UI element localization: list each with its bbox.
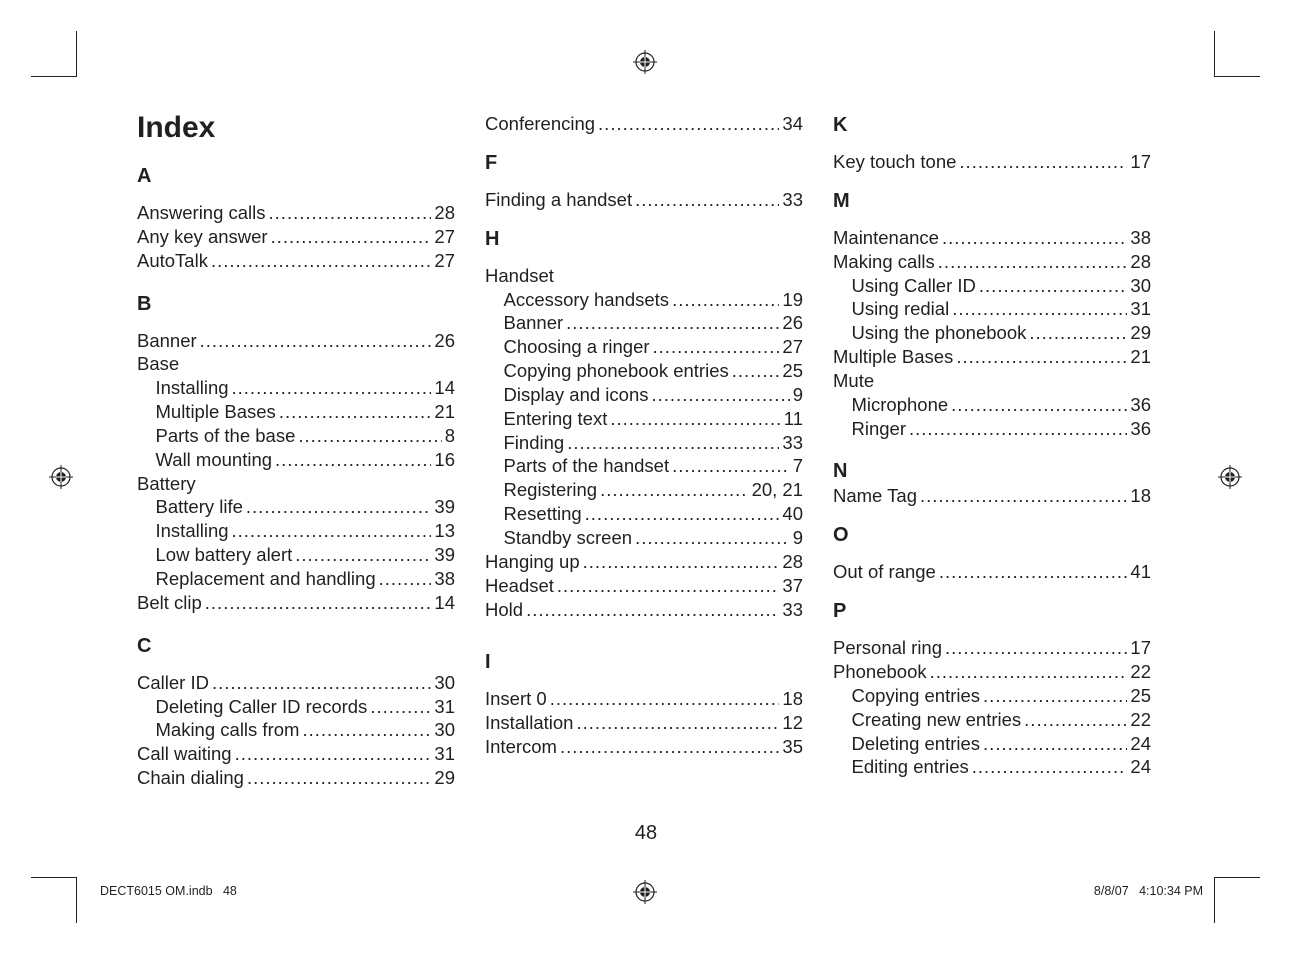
index-entry	[137, 201, 455, 225]
dot-leader	[567, 431, 779, 455]
dot-leader	[951, 393, 1127, 417]
index-section-h	[485, 226, 803, 622]
dot-leader	[585, 502, 780, 526]
dot-leader	[732, 359, 780, 383]
entry-page: 24	[1130, 756, 1151, 778]
entry-page: 36	[1130, 417, 1151, 439]
entry-page: 27	[434, 225, 455, 247]
entry-label: Creating new entries	[851, 708, 1022, 730]
dot-leader	[600, 478, 748, 502]
index-subentry	[137, 567, 455, 591]
index-subentry	[833, 393, 1151, 417]
index-entry	[485, 598, 803, 622]
entry-label: Base	[137, 353, 180, 375]
section-letter: K	[833, 114, 848, 136]
entry-label: Battery life	[155, 496, 243, 518]
index-subentry	[485, 383, 803, 407]
entry-label: Finding a handset	[485, 188, 633, 210]
entry-page: 28	[434, 202, 455, 223]
dot-leader	[232, 519, 432, 543]
entry-label: Registering	[503, 479, 598, 501]
index-subentry	[833, 321, 1151, 345]
dot-leader	[909, 417, 1127, 441]
index-subentry	[137, 376, 455, 400]
dot-leader	[610, 407, 780, 431]
dot-leader	[370, 695, 431, 719]
entry-label: Using the phonebook	[851, 322, 1027, 344]
entry-label: Any key answer	[137, 225, 268, 247]
entry-page: 25	[782, 360, 803, 382]
entry-page: 12	[782, 712, 803, 734]
crop-mark	[31, 76, 77, 77]
dot-leader	[956, 345, 1127, 369]
index-heading	[137, 352, 455, 376]
index-entry	[137, 249, 455, 273]
entry-label: Making calls from	[155, 719, 300, 741]
entry-page: 33	[782, 431, 803, 453]
entry-page: 14	[434, 377, 455, 399]
entry-page: 21	[1130, 346, 1151, 368]
crop-mark	[1214, 877, 1215, 923]
entry-page: 33	[782, 598, 803, 620]
dot-leader	[583, 550, 780, 574]
index-entry	[833, 250, 1151, 274]
entry-page: 26	[782, 312, 803, 334]
entry-page: 22	[1130, 708, 1151, 730]
entry-page: 7	[792, 455, 803, 477]
entry-label: Phonebook	[833, 660, 927, 682]
entry-label: Conferencing	[485, 113, 596, 134]
index-subentry	[137, 695, 455, 719]
entry-label: AutoTalk	[137, 249, 208, 271]
entry-label: Copying phonebook entries	[503, 360, 729, 382]
entry-label: Deleting Caller ID records	[155, 695, 368, 717]
entry-page: 14	[434, 591, 455, 613]
entry-label: Low battery alert	[155, 544, 293, 566]
entry-label: Accessory handsets	[503, 288, 670, 310]
section-letter: P	[833, 600, 847, 623]
entry-page: 17	[1130, 637, 1151, 659]
crop-mark	[1214, 76, 1260, 77]
index-section-c-continued	[485, 112, 803, 136]
dot-leader	[938, 250, 1128, 274]
entry-label: Multiple Bases	[155, 401, 276, 423]
entry-page: 31	[434, 695, 455, 717]
dot-leader	[1024, 708, 1127, 732]
section-letter: C	[137, 634, 152, 657]
index-column-3	[833, 112, 1151, 779]
dot-leader	[295, 543, 431, 567]
entry-label: Battery	[137, 472, 196, 494]
index-subentry	[137, 519, 455, 543]
dot-leader	[983, 684, 1127, 708]
index-entry	[833, 484, 1151, 508]
entry-page: 20, 21	[751, 479, 803, 501]
index-entry	[485, 188, 803, 212]
index-entry	[485, 735, 803, 759]
index-entry	[833, 660, 1151, 684]
entry-label: Choosing a ringer	[503, 336, 650, 358]
entry-label: Belt clip	[137, 591, 202, 613]
entry-label: Handset	[485, 264, 554, 286]
entry-label: Name Tag	[833, 485, 917, 507]
index-subentry	[137, 400, 455, 424]
footer-file-info: DECT6015 OM.indb 48	[100, 884, 237, 898]
index-subentry	[833, 732, 1151, 756]
dot-leader	[945, 636, 1127, 660]
dot-leader	[566, 311, 779, 335]
index-subentry	[485, 431, 803, 455]
dot-leader	[930, 660, 1128, 684]
dot-leader	[959, 150, 1127, 174]
entry-label: Display and icons	[503, 383, 649, 405]
dot-leader	[302, 718, 431, 742]
dot-leader	[279, 400, 432, 424]
dot-leader	[271, 225, 432, 249]
index-subentry	[137, 718, 455, 742]
section-letter: F	[485, 151, 498, 174]
index-section-o	[833, 522, 1151, 584]
entry-page: 16	[434, 448, 455, 470]
entry-page: 31	[434, 743, 455, 765]
index-heading	[137, 472, 455, 496]
entry-label: Insert 0	[485, 688, 547, 710]
section-letter: O	[833, 524, 849, 547]
entry-label: Call waiting	[137, 743, 232, 765]
entry-page: 25	[1130, 684, 1151, 706]
entry-label: Microphone	[851, 393, 949, 415]
section-letter: B	[137, 292, 152, 315]
entry-label: Banner	[503, 312, 564, 334]
dot-leader	[212, 671, 431, 695]
section-letter: M	[833, 189, 850, 212]
page-title: Index	[137, 111, 216, 144]
entry-label: Finding	[503, 431, 565, 453]
index-section-b	[137, 291, 455, 615]
index-entry	[137, 742, 455, 766]
entry-label: Caller ID	[137, 671, 209, 693]
entry-label: Maintenance	[833, 226, 939, 248]
index-section-p	[833, 598, 1151, 779]
dot-leader	[557, 574, 780, 598]
index-subentry	[485, 502, 803, 526]
index-entry	[833, 226, 1151, 250]
index-subentry	[833, 708, 1151, 732]
entry-page: 38	[1130, 226, 1151, 248]
entry-page: 39	[434, 496, 455, 518]
index-subentry	[137, 543, 455, 567]
index-section-a	[137, 163, 455, 273]
entry-page: 26	[434, 329, 455, 351]
footer-timestamp: 8/8/07 4:10:34 PM	[1093, 884, 1203, 898]
index-entry	[137, 225, 455, 249]
dot-leader	[652, 383, 790, 407]
crop-mark	[1214, 877, 1260, 878]
index-subentry	[833, 274, 1151, 298]
index-section-c	[137, 633, 455, 790]
entry-page: 28	[1130, 250, 1151, 272]
entry-page: 29	[434, 767, 455, 789]
index-entry	[137, 329, 455, 353]
index-subentry	[833, 684, 1151, 708]
dot-leader	[672, 454, 790, 478]
entry-page: 35	[782, 736, 803, 758]
entry-label: Making calls	[833, 250, 935, 272]
entry-label: Replacement and handling	[155, 567, 376, 589]
index-subentry	[485, 407, 803, 431]
registration-mark-icon	[632, 879, 658, 905]
entry-page: 39	[434, 544, 455, 566]
section-letter: N	[833, 460, 848, 483]
dot-leader	[298, 424, 441, 448]
dot-leader	[205, 591, 432, 615]
index-heading	[485, 264, 803, 288]
dot-leader	[972, 755, 1128, 779]
entry-page: 29	[1130, 322, 1151, 344]
entry-page: 28	[782, 550, 803, 572]
dot-leader	[246, 495, 432, 519]
entry-label: Entering text	[503, 407, 608, 429]
entry-label: Deleting entries	[851, 732, 981, 754]
dot-leader	[576, 711, 779, 735]
index-entry	[485, 687, 803, 711]
entry-label: Out of range	[833, 561, 936, 583]
index-subentry	[137, 495, 455, 519]
entry-page: 38	[434, 567, 455, 589]
index-entry	[485, 550, 803, 574]
entry-page: 36	[1130, 393, 1151, 415]
entry-label: Parts of the base	[155, 424, 296, 446]
entry-label: Copying entries	[851, 684, 981, 706]
index-entry	[485, 574, 803, 598]
index-entry	[137, 591, 455, 615]
index-entry	[833, 345, 1151, 369]
registration-mark-icon	[1217, 464, 1243, 490]
index-heading	[833, 369, 1151, 393]
entry-label: Mute	[833, 369, 875, 391]
index-entry	[137, 766, 455, 790]
entry-label: Editing entries	[851, 756, 969, 778]
entry-label: Parts of the handset	[503, 455, 670, 477]
section-letter: A	[137, 165, 152, 187]
entry-label: Standby screen	[503, 526, 633, 548]
entry-page: 21	[434, 401, 455, 423]
entry-page: 17	[1130, 151, 1151, 172]
dot-leader	[952, 297, 1127, 321]
index-entry	[833, 636, 1151, 660]
index-section-m	[833, 188, 1151, 441]
entry-page: 19	[782, 288, 803, 310]
index-column-1	[137, 163, 455, 790]
entry-label: Key touch tone	[833, 151, 957, 172]
dot-leader	[635, 188, 779, 212]
dot-leader	[979, 274, 1128, 298]
registration-mark-icon	[48, 464, 74, 490]
index-subentry	[137, 424, 455, 448]
index-column-2	[485, 112, 803, 759]
dot-leader	[200, 329, 432, 353]
dot-leader	[635, 526, 790, 550]
index-subentry	[485, 526, 803, 550]
index-subentry	[485, 454, 803, 478]
entry-label: Personal ring	[833, 637, 943, 659]
dot-leader	[247, 766, 431, 790]
index-subentry	[485, 478, 803, 502]
index-subentry	[485, 359, 803, 383]
entry-page: 34	[782, 113, 803, 134]
dot-leader	[942, 226, 1127, 250]
dot-leader	[653, 335, 780, 359]
dot-leader	[269, 201, 432, 225]
entry-page: 31	[1130, 298, 1151, 320]
entry-label: Chain dialing	[137, 767, 244, 789]
entry-label: Ringer	[851, 417, 906, 439]
dot-leader	[232, 376, 432, 400]
entry-page: 30	[1130, 274, 1151, 296]
entry-page: 41	[1130, 561, 1151, 583]
dot-leader	[939, 560, 1128, 584]
entry-page: 18	[782, 688, 803, 710]
entry-page: 22	[1130, 660, 1151, 682]
index-entry	[833, 560, 1151, 584]
index-section-n	[833, 458, 1151, 508]
index-subentry	[485, 311, 803, 335]
entry-page: 11	[783, 407, 803, 429]
index-subentry	[833, 297, 1151, 321]
index-entry	[485, 112, 803, 136]
section-letter: H	[485, 227, 500, 250]
dot-leader	[211, 249, 431, 273]
entry-page: 27	[782, 336, 803, 358]
dot-leader	[560, 735, 779, 759]
entry-label: Using redial	[851, 298, 950, 320]
dot-leader	[275, 448, 431, 472]
crop-mark	[76, 31, 77, 77]
entry-page: 8	[444, 424, 455, 446]
entry-page: 18	[1130, 485, 1151, 507]
dot-leader	[235, 742, 432, 766]
index-entry	[833, 150, 1151, 174]
entry-page: 9	[792, 526, 803, 548]
entry-label: Banner	[137, 329, 197, 351]
index-section-f	[485, 150, 803, 212]
dot-leader	[598, 112, 779, 136]
entry-page: 30	[434, 719, 455, 741]
entry-page: 30	[434, 671, 455, 693]
index-subentry	[485, 335, 803, 359]
entry-label: Installing	[155, 377, 229, 399]
entry-label: Hanging up	[485, 550, 580, 572]
index-entry	[137, 671, 455, 695]
section-letter: I	[485, 651, 491, 674]
entry-label: Answering calls	[137, 202, 266, 223]
index-section-k	[833, 112, 1151, 174]
crop-mark	[31, 877, 77, 878]
entry-page: 13	[434, 520, 455, 542]
entry-label: Using Caller ID	[851, 274, 976, 296]
dot-leader	[526, 598, 779, 622]
index-subentry	[833, 755, 1151, 779]
dot-leader	[672, 288, 779, 312]
entry-page: 27	[434, 249, 455, 271]
entry-page: 9	[792, 383, 803, 405]
page-number: 48	[634, 822, 658, 844]
crop-mark	[76, 877, 77, 923]
entry-label: Resetting	[503, 503, 582, 525]
entry-page: 40	[782, 503, 803, 525]
dot-leader	[983, 732, 1127, 756]
entry-page: 24	[1130, 732, 1151, 754]
registration-mark-icon	[632, 49, 658, 75]
crop-mark	[1214, 31, 1215, 77]
dot-leader	[1029, 321, 1127, 345]
entry-label: Wall mounting	[155, 448, 273, 470]
entry-label: Headset	[485, 574, 554, 596]
entry-page: 33	[782, 188, 803, 210]
entry-label: Installing	[155, 520, 229, 542]
entry-label: Hold	[485, 598, 524, 620]
index-entry	[485, 711, 803, 735]
entry-label: Multiple Bases	[833, 346, 954, 368]
entry-label: Intercom	[485, 736, 557, 758]
entry-label: Installation	[485, 712, 574, 734]
dot-leader	[920, 484, 1127, 508]
index-subentry	[833, 417, 1151, 441]
dot-leader	[379, 567, 432, 591]
entry-page: 37	[782, 574, 803, 596]
index-section-i	[485, 649, 803, 759]
index-subentry	[485, 288, 803, 312]
index-subentry	[137, 448, 455, 472]
dot-leader	[550, 687, 780, 711]
